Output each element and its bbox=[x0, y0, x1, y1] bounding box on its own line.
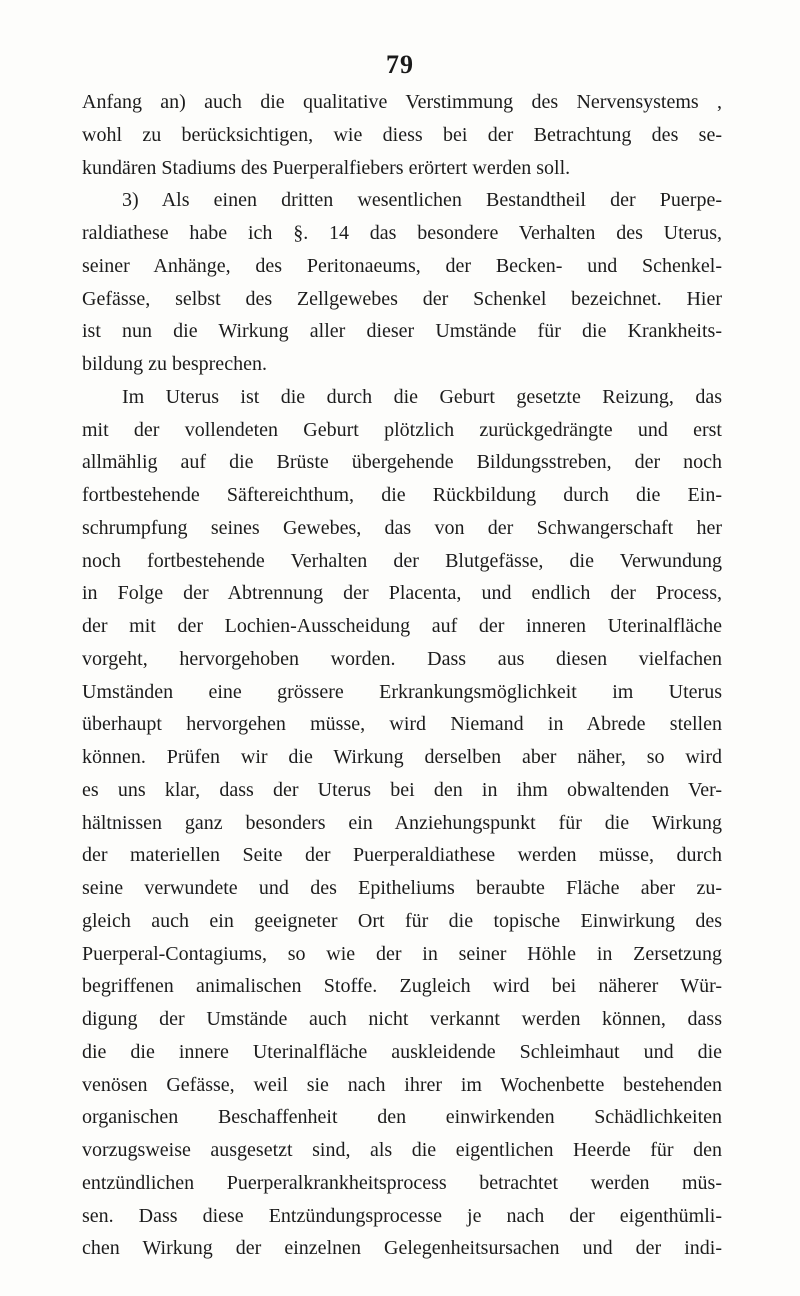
text-line: hältnissen ganz besonders ein Anziehungspunkt für die Wirkung bbox=[82, 811, 722, 834]
text-line: überhaupt hervorgehen müsse, wird Niemand in Abrede stellen bbox=[82, 713, 722, 736]
text-line: chen Wirkung der einzelnen Gelegenheitsursachen und der indi- bbox=[82, 1237, 722, 1260]
text-line: noch fortbestehende Verhalten der Blutgefässe, die Verwundung bbox=[82, 549, 722, 572]
text-line: Puerperal-Contagiums, so wie der in seiner Höhle in Zersetzung bbox=[82, 942, 722, 965]
text-line: seine verwundete und des Epitheliums beraubte Fläche aber zu- bbox=[82, 877, 722, 899]
text-line: entzündlichen Puerperalkrankheitsprocess betrachtet werden müs- bbox=[82, 1171, 722, 1194]
text-line: fortbestehende Säftereichthum, die Rückbildung durch die Ein- bbox=[82, 484, 722, 506]
text-line: raldiathese habe ich §. 14 das besondere Verhalten des Uterus, bbox=[82, 222, 722, 244]
page-number: 79 bbox=[386, 50, 414, 79]
text-line: digung der Umstände auch nicht verkannt werden können, dass bbox=[82, 1008, 722, 1030]
text-line: können. Prüfen wir die Wirkung derselben aber näher, so wird bbox=[82, 746, 722, 768]
text-line: Anfang an) auch die qualitative Verstimmung des Nervensystems , bbox=[82, 91, 722, 113]
text-line: sen. Dass diese Entzündungsprocesse je nach der eigenthümli- bbox=[82, 1204, 722, 1227]
text-line: schrumpfung seines Gewebes, das von der Schwangerschaft her bbox=[82, 516, 722, 539]
text-line: bildung zu besprechen. bbox=[82, 353, 267, 375]
text-line: allmählig auf die Brüste übergehende Bildungsstreben, der noch bbox=[82, 451, 722, 474]
text-line: der mit der Lochien-Ausscheidung auf der inneren Uterinalfläche bbox=[82, 615, 722, 637]
text-line: Umständen eine grössere Erkrankungsmöglichkeit im Uterus bbox=[82, 680, 722, 703]
text-line: die die innere Uterinalfläche auskleidende Schleimhaut und die bbox=[82, 1040, 722, 1063]
text-line: wohl zu berücksichtigen, wie diess bei der Betrachtung des se- bbox=[82, 123, 722, 146]
text-line: begriffenen animalischen Stoffe. Zugleich wird bei näherer Wür- bbox=[82, 975, 722, 998]
body-text bbox=[82, 86, 722, 1265]
text-line: gleich auch ein geeigneter Ort für die topische Einwirkung des bbox=[82, 909, 722, 932]
text-line: kundären Stadiums des Puerperalfiebers erörtert werden soll. bbox=[82, 156, 571, 179]
text-line: vorgeht, hervorgehoben worden. Dass aus diesen vielfachen bbox=[82, 647, 722, 670]
text-line: mit der vollendeten Geburt plötzlich zurückgedrängte und erst bbox=[82, 418, 722, 441]
text-line: 3) Als einen dritten wesentlichen Bestandtheil der Puerpe- bbox=[122, 189, 722, 212]
text-line: venösen Gefässe, weil sie nach ihrer im Wochenbette bestehenden bbox=[82, 1073, 722, 1096]
text-line: Gefässe, selbst des Zellgewebes der Schenkel bezeichnet. Hier bbox=[82, 287, 722, 310]
text-line: in Folge der Abtrennung der Placenta, und endlich der Process, bbox=[82, 582, 722, 605]
text-line: organischen Beschaffenheit den einwirkenden Schädlichkeiten bbox=[82, 1106, 722, 1129]
text-line: seiner Anhänge, des Peritonaeums, der Becken- und Schenkel- bbox=[82, 254, 722, 277]
text-line: Im Uterus ist die durch die Geburt gesetzte Reizung, das bbox=[122, 385, 722, 408]
text-line: es uns klar, dass der Uterus bei den in ihm obwaltenden Ver- bbox=[82, 778, 722, 801]
text-line: ist nun die Wirkung aller dieser Umstände für die Krankheits- bbox=[82, 320, 722, 343]
text-line: vorzugsweise ausgesetzt sind, als die eigentlichen Heerde für den bbox=[82, 1139, 722, 1161]
text-line: der materiellen Seite der Puerperaldiathese werden müsse, durch bbox=[82, 844, 722, 867]
